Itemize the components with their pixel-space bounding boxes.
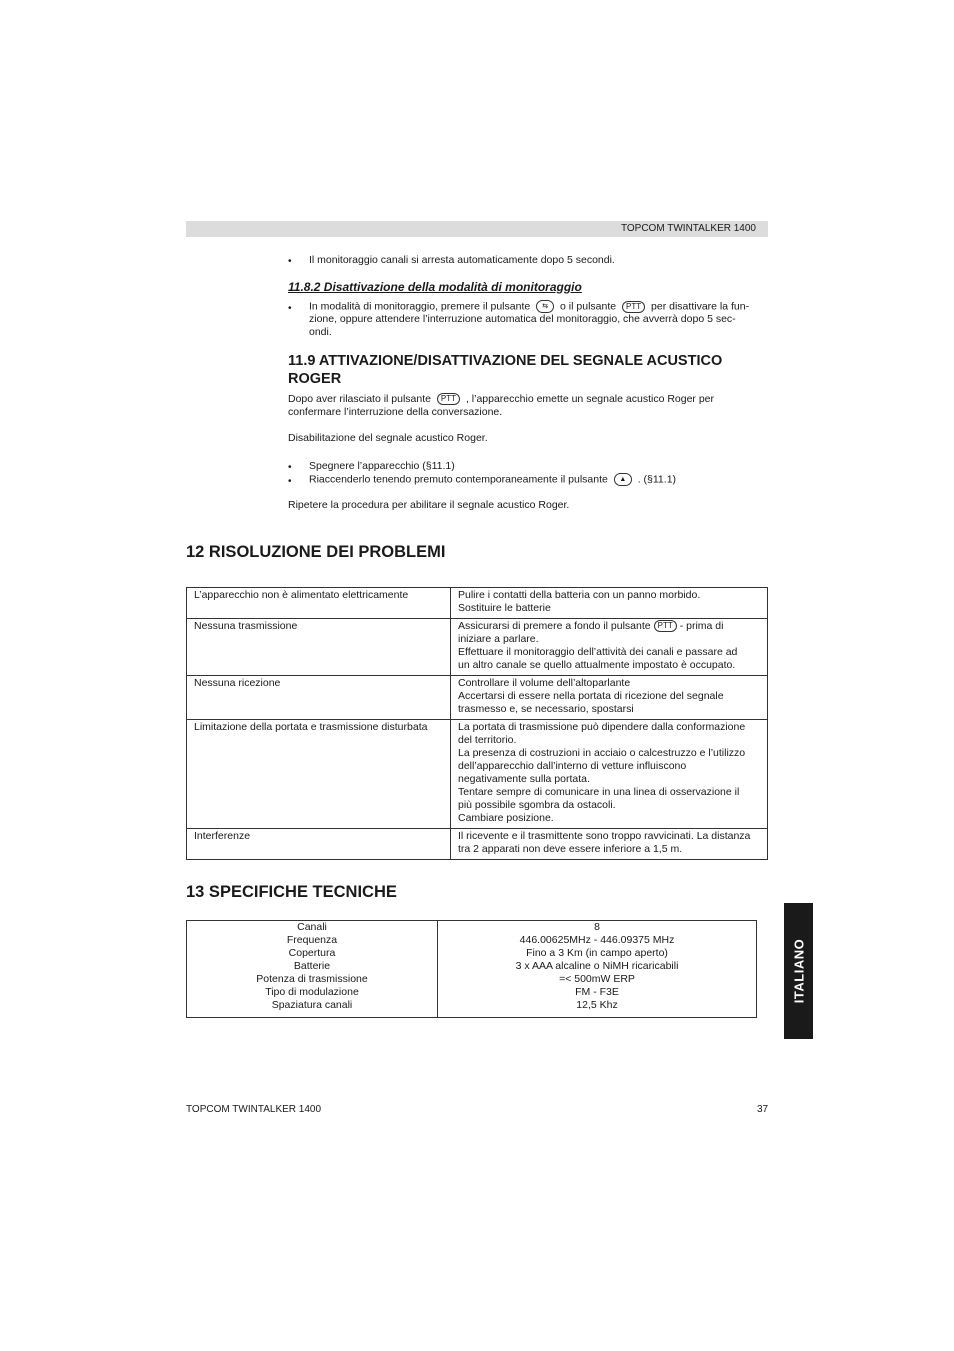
footer-title: TOPCOM TWINTALKER 1400 — [186, 1104, 322, 1115]
bullet-mark: • — [288, 462, 292, 473]
ptt-button-icon: PTT — [654, 620, 677, 632]
bullet-mark: • — [288, 256, 292, 267]
solution-cell: Il ricevente e il trasmittente sono troppo ravvicinati. La distanza tra 2 apparati non deve essere inferiore a 1,5 m. — [451, 829, 768, 860]
subsection-heading-11-8-2: 11.8.2 Disattivazione della modalità di monitoraggio — [288, 280, 582, 294]
spec-label: Spaziatura canali — [271, 999, 353, 1011]
spec-label: Canali — [297, 921, 327, 933]
header-title: TOPCOM TWINTALKER 1400 — [620, 223, 756, 234]
bullet-mark: • — [288, 303, 292, 314]
language-side-tab — [784, 903, 813, 1039]
up-button-icon: ▲ — [614, 473, 632, 486]
header-bar — [186, 221, 768, 237]
problem-cell: Nessuna trasmissione — [187, 619, 451, 676]
problem-cell: Nessuna ricezione — [187, 676, 451, 720]
solution-cell: Assicurarsi di premere a fondo il pulsante PTT - prima di iniziare a parlare. Effettuare il monitoraggio dell’attività dei canali e passare ad un altro canale se quello attualmente impostato è occupato. — [451, 619, 768, 676]
spec-label: Tipo di modulazione — [265, 986, 359, 998]
problem-cell: Interferenze — [187, 829, 451, 860]
section-heading-13: 13 SPECIFICHE TECNICHE — [186, 883, 397, 901]
specs-values-column — [438, 921, 756, 1017]
specs-labels-column — [187, 921, 438, 1017]
paragraph-roger-3: Ripetere la procedura per abilitare il segnale acustico Roger. — [288, 499, 570, 511]
spec-value: 3 x AAA alcaline o NiMH ricaricabili — [515, 960, 679, 972]
ptt-button-icon: PTT — [622, 301, 645, 313]
spec-label: Frequenza — [286, 934, 338, 946]
section-heading-11-9: 11.9 ATTIVAZIONE/DISATTIVAZIONE DEL SEGNALE ACUSTICO ROGER — [288, 353, 723, 387]
section-heading-12: 12 RISOLUZIONE DEI PROBLEMI — [186, 543, 446, 561]
spec-value: 446.00625MHz - 446.09375 MHz — [519, 934, 675, 946]
problem-cell: Limitazione della portata e trasmissione disturbata — [187, 720, 451, 829]
language-label: ITALIANO — [791, 938, 806, 1004]
spec-label: Batterie — [293, 960, 331, 972]
table-row — [187, 588, 768, 619]
spec-value: FM - F3E — [575, 986, 619, 998]
bullet-roger-1: Spegnere l’apparecchio (§11.1) — [309, 460, 455, 472]
page-number: 37 — [757, 1104, 769, 1115]
bullet-11-8-2: In modalità di monitoraggio, premere il pulsante ⇆ o il pulsante PTT per disattivare la fun- zione, oppure attendere l’interruzione automatica del monitoraggio, che avverrà dopo 5 sec- ondi. — [309, 300, 750, 339]
problem-cell: L’apparecchio non è alimentato elettricamente — [187, 588, 451, 619]
solution-cell: Controllare il volume dell’altoparlante Accertarsi di essere nella portata di ricezione del segnale trasmesso e, se necessario, spostarsi — [451, 676, 768, 720]
spec-value: Fino a 3 Km (in campo aperto) — [526, 947, 668, 959]
bullet-roger-2: Riaccenderlo tenendo premuto contemporaneamente il pulsante ▲ . (§11.1) — [309, 473, 677, 486]
spec-value: =< 500mW ERP — [559, 973, 635, 985]
solution-cell: La portata di trasmissione può dipendere dalla conformazione del territorio. La presenza di costruzioni in acciaio o calcestruzzo e l’utilizzo dell’apparecchio dall’interno di vetture influiscono negativamente sulla portata. Tentare sempre di comunicare in una linea di osservazione il più possibile sgombra da ostacoli. Cambiare posizione. — [451, 720, 768, 829]
bullet-mark: • — [288, 476, 292, 487]
paragraph-roger-2: Disabilitazione del segnale acustico Roger. — [288, 432, 488, 444]
paragraph-roger-1: Dopo aver rilasciato il pulsante PTT , l’apparecchio emette un segnale acustico Roger per confermare l’interruzione della conversazione. — [288, 393, 715, 418]
spec-label: Potenza di trasmissione — [256, 973, 368, 985]
intro-bullet-text: Il monitoraggio canali si arresta automaticamente dopo 5 secondi. — [309, 254, 615, 266]
specs-table — [186, 920, 757, 1018]
spec-value: 8 — [594, 921, 600, 933]
ptt-button-icon: PTT — [437, 393, 460, 405]
table-row — [187, 619, 768, 676]
monitor-button-icon: ⇆ — [536, 300, 554, 313]
table-row — [187, 720, 768, 829]
spec-value: 12,5 Khz — [576, 999, 618, 1011]
table-row — [187, 676, 768, 720]
table-row — [187, 829, 768, 860]
troubleshooting-table — [186, 587, 768, 860]
solution-cell: Pulire i contatti della batteria con un panno morbido. Sostituire le batterie — [451, 588, 768, 619]
spec-label: Copertura — [288, 947, 336, 959]
